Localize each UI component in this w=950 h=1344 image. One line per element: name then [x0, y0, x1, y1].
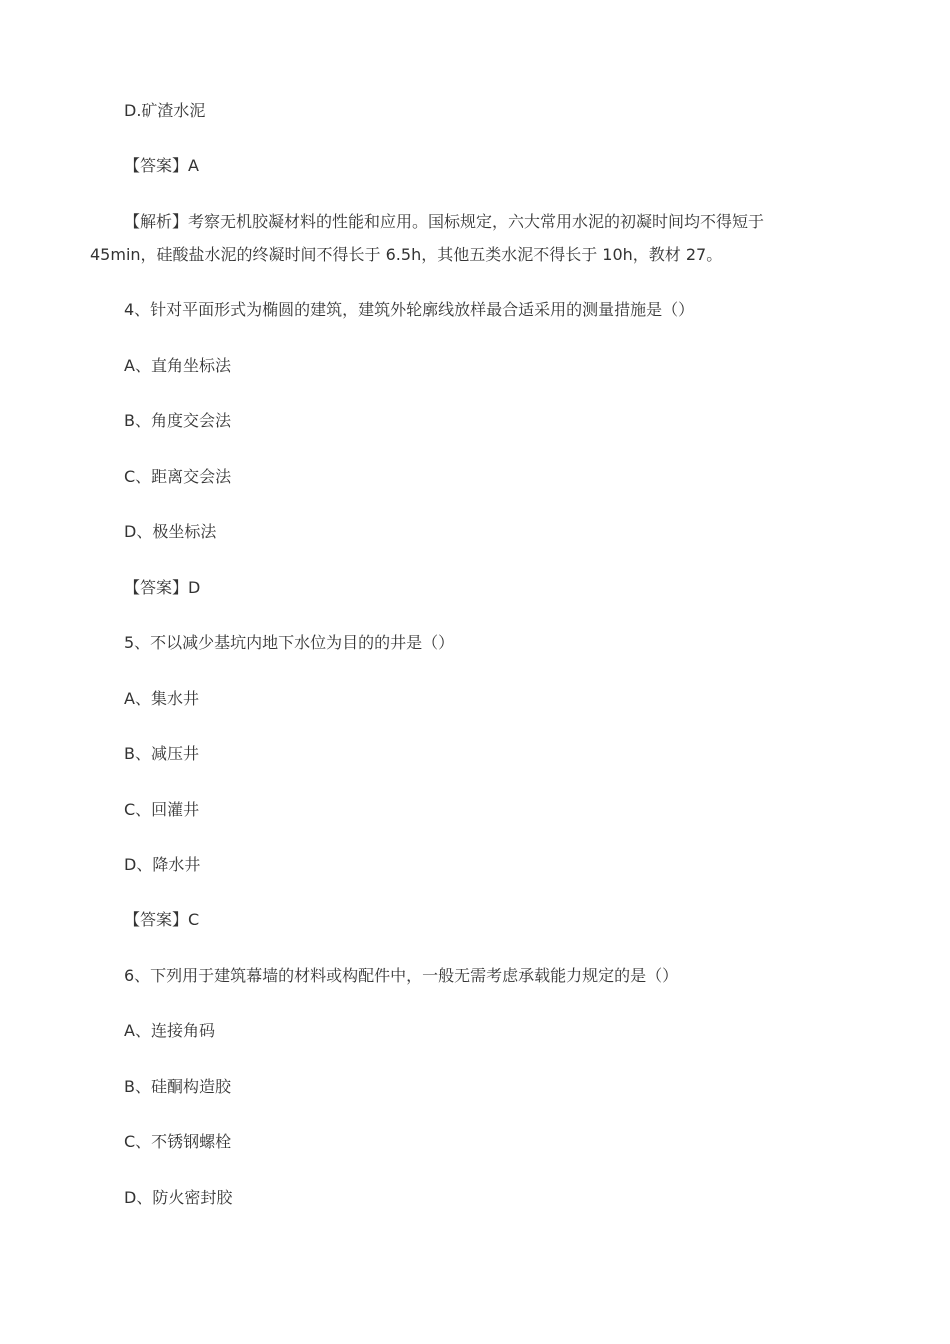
answer-text: 【答案】A [124, 156, 199, 175]
option-a-text: A、连接角码 [124, 1021, 215, 1040]
option-a-text: A、集水井 [124, 689, 199, 708]
question-5-text: 5、不以减少基坑内地下水位为目的的井是（） [124, 633, 455, 652]
option-d-text: D、极坐标法 [124, 522, 217, 541]
analysis-text: 【解析】考察无机胶凝材料的性能和应用。国标规定，六大常用水泥的初凝时间均不得短于 [124, 212, 765, 231]
question-4-text: 4、针对平面形式为椭圆的建筑，建筑外轮廓线放样最合适采用的测量措施是（） [124, 300, 695, 319]
option-d-text: D、降水井 [124, 855, 201, 874]
option-c-text: C、距离交会法 [124, 467, 232, 486]
analysis-text-continued: 45min，硅酸盐水泥的终凝时间不得长于 6.5h，其他五类水泥不得长于 10h，教材 27。 [90, 245, 723, 264]
option-c-text: C、回灌井 [124, 800, 200, 819]
option-a-text: A、直角坐标法 [124, 356, 231, 375]
answer-text: 【答案】C [124, 910, 200, 929]
option-d-text: D、防火密封胶 [124, 1188, 233, 1207]
answer-text: 【答案】D [124, 578, 201, 597]
question-6-text: 6、下列用于建筑幕墙的材料或构配件中，一般无需考虑承载能力规定的是（） [124, 966, 679, 985]
option-d-text: D.矿渣水泥 [124, 101, 206, 120]
option-c-text: C、不锈钢螺栓 [124, 1132, 232, 1151]
option-b-text: B、角度交会法 [124, 411, 231, 430]
option-b-text: B、硅酮构造胶 [124, 1077, 231, 1096]
option-b-text: B、减压井 [124, 744, 199, 763]
